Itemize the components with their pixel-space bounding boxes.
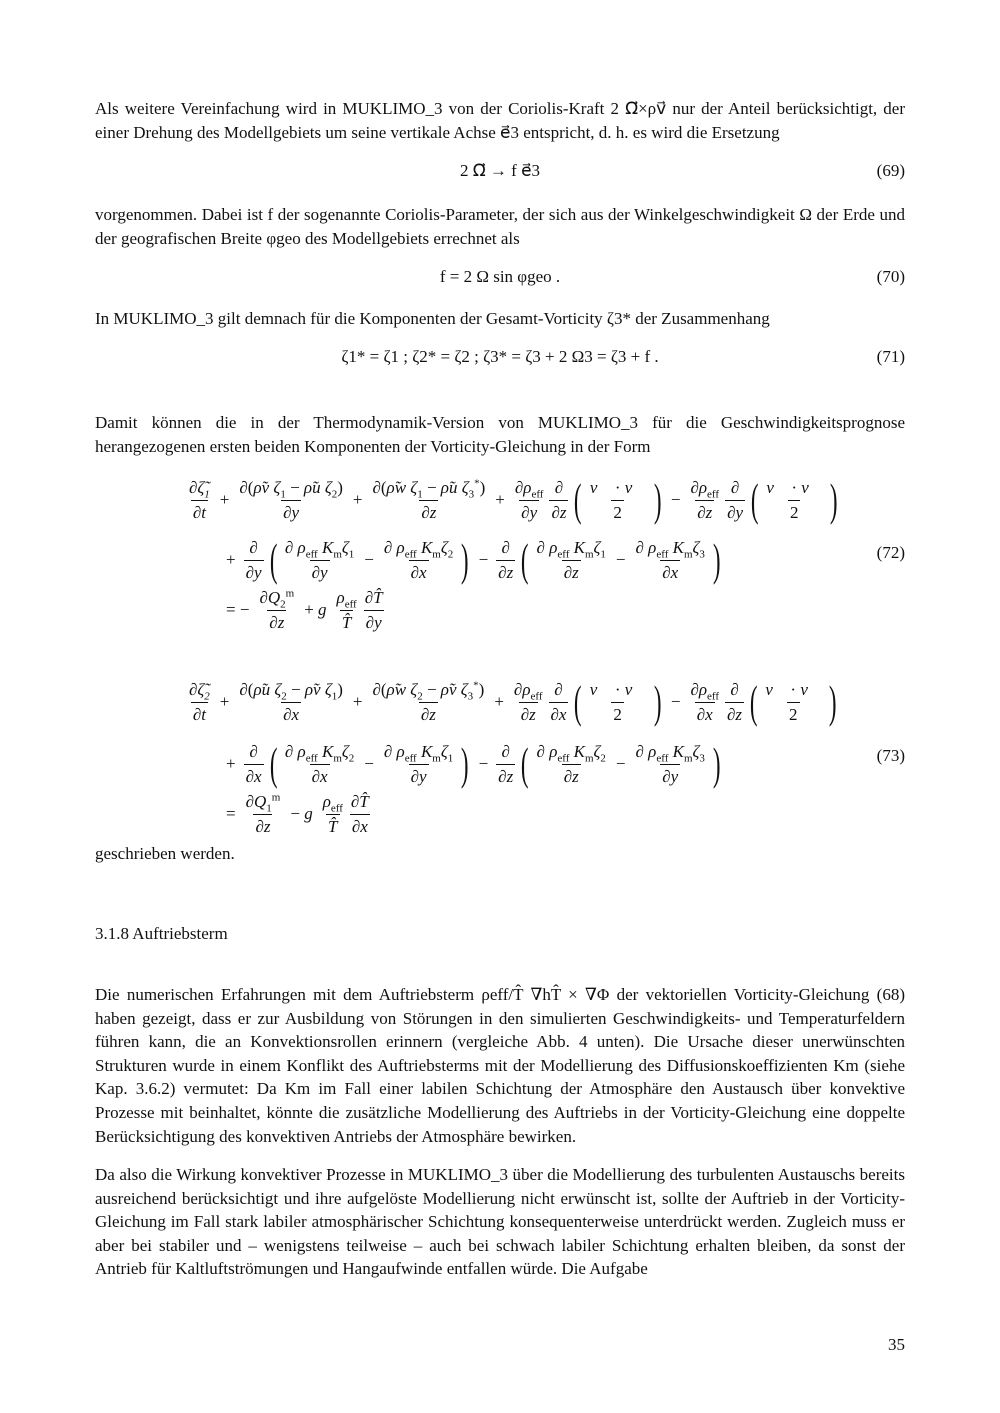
equation-69	[95, 158, 905, 184]
equation-73-number: (73)	[876, 746, 905, 765]
page-number: 35	[888, 1335, 905, 1354]
paragraph-intro: Als weitere Vereinfachung wird in MUKLIMO_3 von der Coriolis-Kraft 2 Ω⃗×ρv⃗ nur der Anteil berücksichtigt, der einer Drehung des Modellgebiets um seine vertikale Achse e⃗3 entspricht, d. h. es wird die Ersetzung	[95, 99, 905, 142]
paragraph-buoyancy: Die numerischen Erfahrungen mit dem Auftriebsterm ρeff/T̂ ∇hT̂ × ∇Φ der vektoriellen Vorticity-Gleichung (68) haben gezeigt, dass er zur Ausbildung von Störungen in den simulierten Geschwindigkeits- und Temperaturfeldern führen kann, die an Konvektionsrollen erinnern (vergleiche Abb. 4 unten). Die Ursache dieser unerwünschten Strukturen wurde in einem Konflikt des Auftriebsterms mit der Modellierung des Diffusionskoeffizienten Km (siehe Kap. 3.6.2) vermutet: Da Km im Fall einer labilen Schichtung der Atmosphäre den Austausch über konvektive Prozesse mit beinhaltet, könnte die zusätzliche Modellierung des Auftriebs in der Vorticity-Gleichung eine doppelte Berücksichtigung des konvektiven Antriebs der Atmosphäre bewirken.	[95, 985, 905, 1146]
equation-71-body: ζ1* = ζ1 ; ζ2* = ζ2 ; ζ3* = ζ3 + 2 Ω3 = ζ3 + f .	[341, 347, 659, 366]
equation-70	[95, 264, 905, 290]
eq72-frac-dzeta-dt: $\frac{\partial\zetã_1}{\partial t}$	[189, 477, 210, 522]
equation-72-row-3: = − $\frac{\partial Q_2^m}{\partial z}$ + g $\frac{\rho_{eff}}{T̂}$ $\frac{\partial T̂}{\partial y}$	[226, 586, 383, 632]
equation-73-row-3: = $\frac{\partial Q_1^m}{\partial z}$ − g $\frac{\rho_{eff}}{T̂}$ $\frac{\partial T̂}{\partial x}$	[226, 790, 369, 836]
eq72-frac-z: $\frac{\partial(\rhõw \zeta_1 - \rhõu \zeta_3^*)}{\partial z}$	[372, 476, 486, 522]
equation-70-body: f = 2 Ω sin φgeo .	[439, 267, 561, 286]
equation-69-body: 2 Ω⃗ → f e⃗3	[459, 161, 541, 180]
equation-70-number: (70)	[876, 267, 905, 286]
paragraph-coriolis: vorgenommen. Dabei ist f der sogenannte Coriolis-Parameter, der sich aus der Winkelgeschwindigkeit Ω der Erde und der geografischen Breite φgeo des Modellgebiets errechnet als	[95, 205, 905, 248]
equation-73-row-2: + $\frac{\partial}{\partial x}$ ( $\frac{\partial \rho_{eff} K_m\zeta_2}{\partial x}$ − $\frac{\partial \rho_{eff} K_m\zeta_1}{\partial y}$ ) − $\frac{\partial}{\partial z}$ ( $\frac{\partial \rho_{eff} K_m\zeta_2}{\partial z}$ − $\frac{\partial \rho_{eff} K_m\zeta_3}{\partial y}$ )	[226, 738, 721, 789]
paragraph-convection: Da also die Wirkung konvektiver Prozesse in MUKLIMO_3 über die Modellierung des turbulenten Austauschs bereits ausreichend berücksichtigt und ihre aufgelöste Modellierung nicht erwünscht ist, sollte der Auftrieb in der Vorticity-Gleichung im Fall stark labiler atmosphärischer Schichtung konsequenterweise unterdrückt werden. Zugleich muss er aber bei stabiler und – wenigstens teilweise – auch bei schwach labiler Schichtung erhalten bleiben, da sonst der Antrieb für Kaltluftströmungen und Hangaufwinde entfallen würde. Die Aufgabe	[95, 1165, 905, 1279]
paragraph-vorticity: In MUKLIMO_3 gilt demnach für die Komponenten der Gesamt-Vorticity ζ3* der Zusammenhang	[95, 309, 770, 328]
paragraph-form: Damit können die in der Thermodynamik-Version von MUKLIMO_3 für die Geschwindigkeitsprognose herangezogenen ersten beiden Komponenten der Vorticity-Gleichung in der Form	[95, 413, 905, 456]
equation-73-row-1: $\frac{\partial\zetã_2}{\partial t}$ + $\frac{\partial(\rhõu \zeta_2 - \rhõv \zeta_1)}{\partial x}$ + $\frac{\partial(\rhõw \zeta_2 - \rhõv \zeta_3^*)}{\partial z}$ + $\frac{\partial\rho_{eff}}{\partial z}$ $\frac{\partial}{\partial x}$ ( $\frac{v⃗ \cdot v⃗}{2}$ ) − $\frac{\partial\rho_{eff}}{\partial x}$ $\frac{\partial}{\partial z}$ ( $\frac{v⃗ \cdot v⃗}{2}$ )	[189, 676, 837, 727]
equation-72-row-1: $\frac{\partial\zetã_1}{\partial t}$ + $\frac{\partial(\rhõv \zeta_1 - \rhõu \zeta_2)}{\partial y}$ + $\frac{\partial(\rhõw \zeta_1 - \rhõu \zeta_3^*)}{\partial z}$ + $\frac{\partial\rho_{eff}}{\partial y}$ $\frac{\partial}{\partial z}$ ( $\frac{v⃗ \cdot v⃗}{2}$ ) − $\frac{\partial\rho_{eff}}{\partial z}$ $\frac{\partial}{\partial y}$ ( $\frac{v⃗ \cdot v⃗}{2}$ )	[189, 474, 838, 525]
equation-71-number: (71)	[876, 347, 905, 366]
eq72-frac-y: $\frac{\partial(\rhõv \zeta_1 - \rhõu \zeta_2)}{\partial y}$	[239, 477, 343, 522]
section-heading: 3.1.8 Auftriebsterm	[95, 924, 228, 943]
equation-72-number: (72)	[876, 543, 905, 562]
equation-71	[95, 344, 905, 370]
equation-69-number: (69)	[876, 161, 905, 180]
equation-72-row-2: + $\frac{\partial}{\partial y}$ ( $\frac{\partial \rho_{eff} K_m\zeta_1}{\partial y}$ − $\frac{\partial \rho_{eff} K_m\zeta_2}{\partial x}$ ) − $\frac{\partial}{\partial z}$ ( $\frac{\partial \rho_{eff} K_m\zeta_1}{\partial z}$ − $\frac{\partial \rho_{eff} K_m\zeta_3}{\partial x}$ )	[226, 534, 721, 585]
paragraph-written: geschrieben werden.	[95, 844, 235, 863]
